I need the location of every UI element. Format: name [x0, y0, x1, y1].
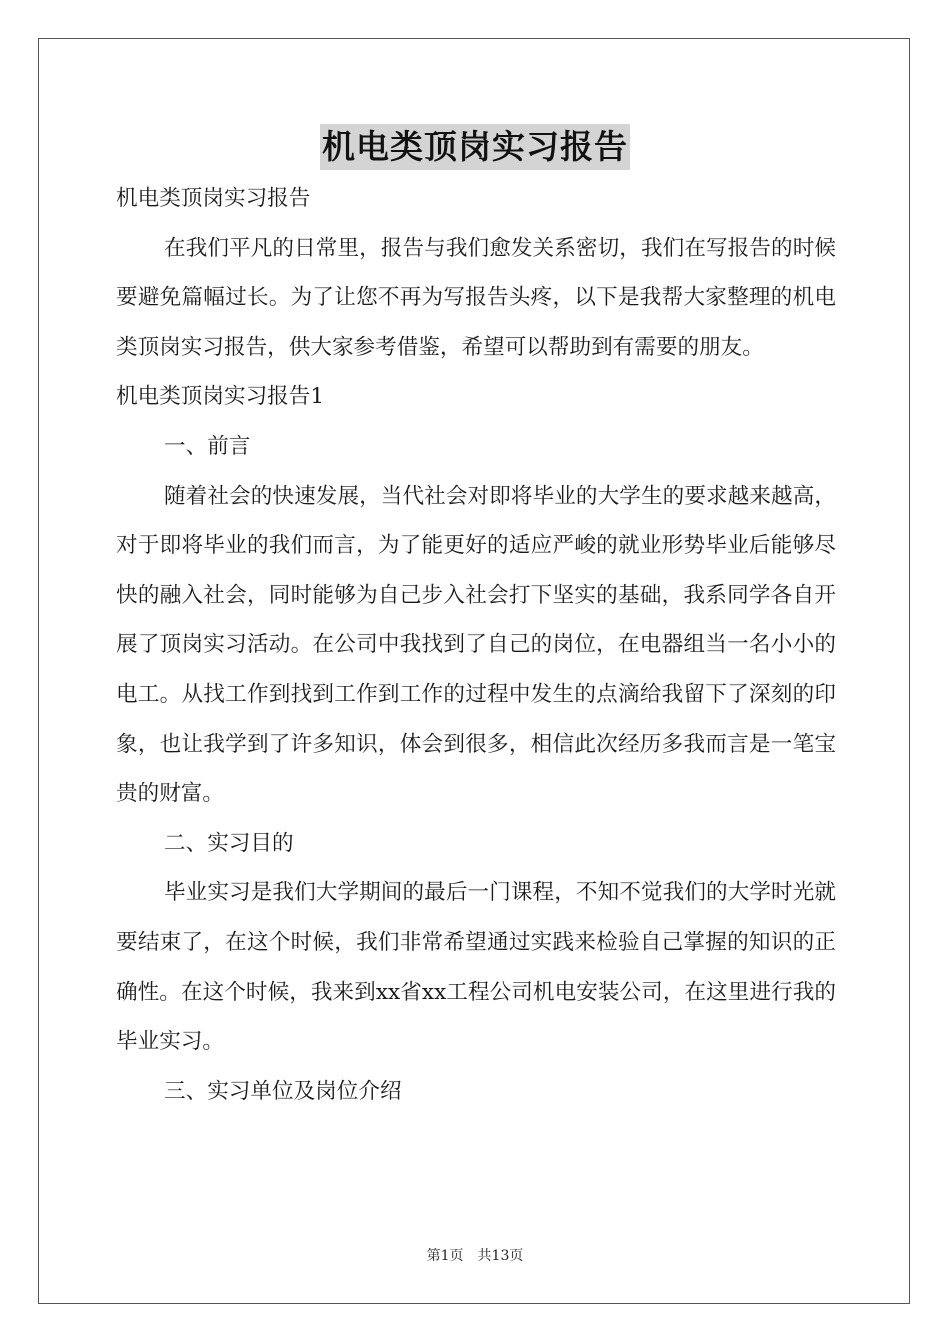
report-heading: 机电类顶岗实习报告1 [116, 384, 325, 410]
purpose-paragraph: 毕业实习是我们大学期间的最后一门课程，不知不觉我们的大学时光就要结束了，在这个时候，我们非常希望通过实践来检验自己掌握的知识的正确性。在这个时候，我来到xx省xx工程公司机电安装公司，在这里进行我的毕业实习。 [116, 880, 836, 1055]
section-heading-preface: 一、前言 [164, 433, 251, 459]
preface-paragraph: 随着社会的快速发展，当代社会对即将毕业的大学生的要求越来越高，对于即将毕业的我们而言，为了能更好的适应严峻的就业形势毕业后能够尽快的融入社会，同时能够为自己步入社会打下坚实的基础，我系同学各自开展了顶岗实习活动。在公司中我找到了自己的岗位，在电器组当一名小小的电工。从找工作到找到工作到工作的过程中发生的点滴给我留下了深刻的印象，也让我学到了许多知识，体会到很多，相信此次经历多我而言是一笔宝贵的财富。 [116, 483, 836, 807]
document-body [116, 174, 836, 1116]
section-heading-purpose: 二、实习目的 [164, 830, 294, 856]
document-subtitle: 机电类顶岗实习报告 [116, 186, 311, 211]
document-title [0, 124, 950, 174]
page-number: 第1页 [426, 1248, 464, 1264]
section-heading-unit: 三、实习单位及岗位介绍 [164, 1078, 402, 1104]
intro-paragraph: 在我们平凡的日常里，报告与我们愈发关系密切，我们在写报告的时候要避免篇幅过长。为了让您不再为写报告头疼，以下是我帮大家整理的机电类顶岗实习报告，供大家参考借鉴，希望可以帮助到有需要的朋友。 [116, 235, 836, 360]
page-footer [0, 1246, 950, 1266]
document-title-text: 机电类顶岗实习报告 [320, 124, 630, 170]
page-total: 共13页 [477, 1248, 524, 1264]
